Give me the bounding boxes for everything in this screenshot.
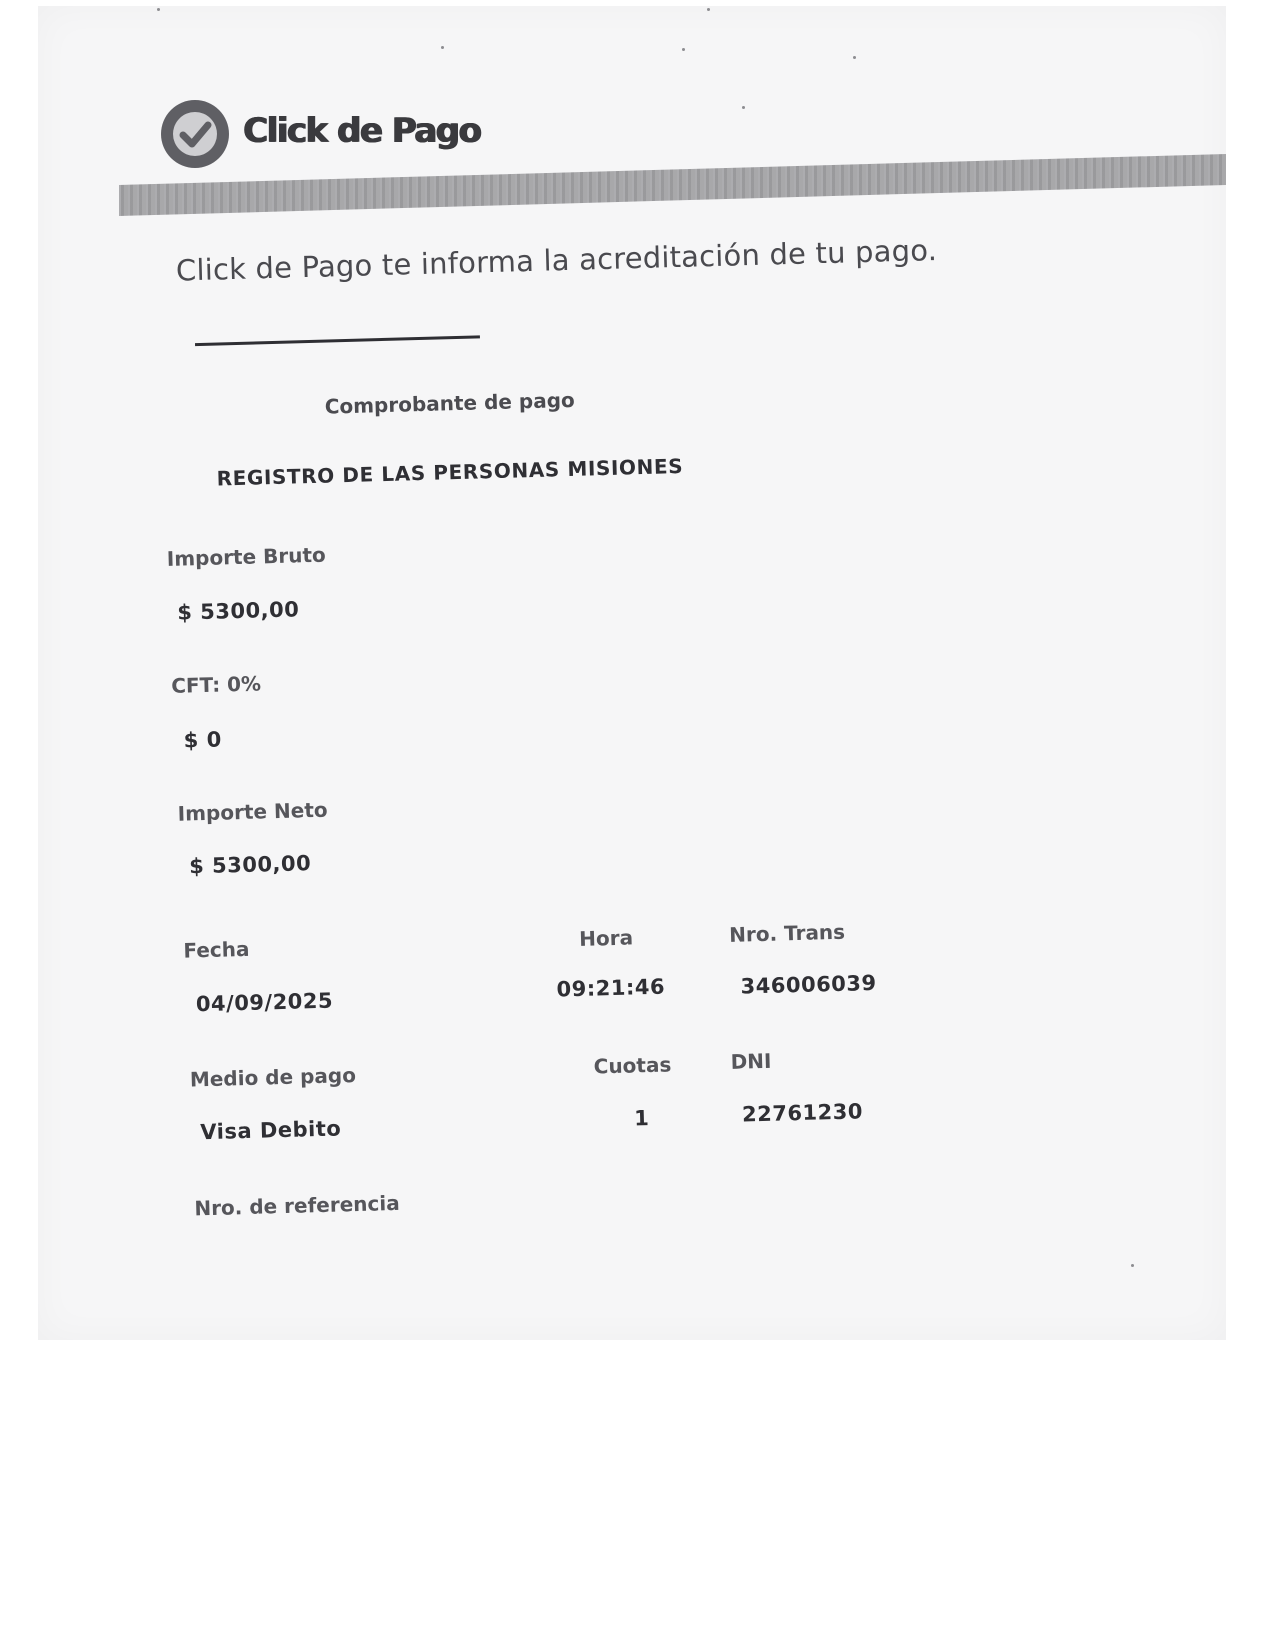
- payment-method-label: Medio de pago: [189, 1062, 357, 1092]
- reference-number-label: Nro. de referencia: [194, 1190, 400, 1221]
- installments-label: Cuotas: [593, 1052, 672, 1079]
- gross-amount-value: $ 5300,00: [176, 597, 300, 625]
- document-title: Comprobante de pago: [324, 387, 576, 419]
- merchant-name: REGISTRO DE LAS PERSONAS MISIONES: [216, 453, 684, 491]
- time-value: 09:21:46: [556, 974, 666, 1002]
- transaction-number-value: 346006039: [740, 970, 877, 999]
- net-amount-label: Importe Neto: [177, 797, 328, 826]
- date-label: Fecha: [183, 936, 250, 963]
- intro-text: Click de Pago te informa la acreditación de tu pago.: [175, 232, 938, 288]
- dni-value: 22761230: [741, 1099, 864, 1127]
- dni-label: DNI: [730, 1048, 772, 1074]
- cft-value: $ 0: [183, 727, 223, 753]
- brand-name: Click de Pago: [243, 111, 481, 151]
- time-label: Hora: [578, 925, 634, 951]
- installments-value: 1: [633, 1106, 650, 1131]
- divider-line: [195, 335, 480, 346]
- cft-label: CFT: 0%: [170, 671, 262, 698]
- gross-amount-label: Importe Bruto: [166, 542, 327, 571]
- payment-method-value: Visa Debito: [200, 1116, 342, 1145]
- date-value: 04/09/2025: [195, 988, 334, 1017]
- transaction-number-label: Nro. Trans: [728, 919, 846, 947]
- net-amount-value: $ 5300,00: [188, 851, 312, 879]
